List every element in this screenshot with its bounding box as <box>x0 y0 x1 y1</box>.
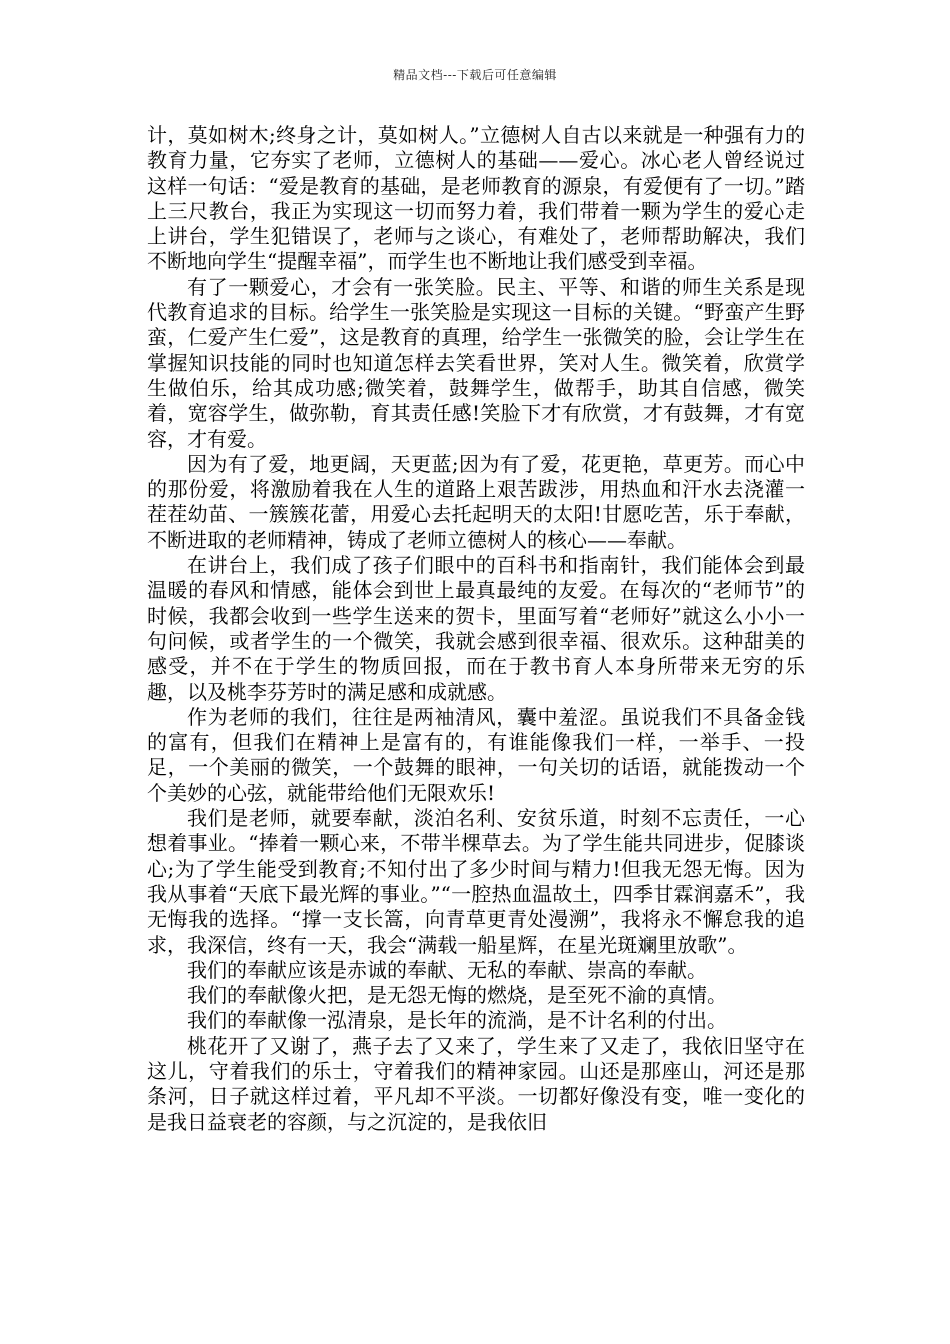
paragraph-6: 我们是老师，就要奉献，淡泊名利、安贫乐道，时刻不忘责任，一心想着事业。“捧着一颗心来，不带半棵草去。为了学生能共同进步，促膝谈心;为了学生能受到教育;不知付出了多少时间与精力!但我无怨无悔。因为我从事着“天底下最光辉的事业。”“一腔热血温故土，四季甘霖润嘉禾”，我无悔我的选择。“撑一支长篙，向青草更青处漫溯”，我将永不懈怠我的追求，我深信，终有一天，我会“满载一船星辉，在星光斑斓里放歌”。 <box>147 806 805 957</box>
body-text <box>147 123 805 1135</box>
paragraph-9: 我们的奉献像一泓清泉，是长年的流淌，是不计名利的付出。 <box>187 1008 727 1033</box>
paragraph-1: 计，莫如树木;终身之计，莫如树人。”立德树人自古以来就是一种强有力的教育力量，它夯实了老师，立德树人的基础——爱心。冰心老人曾经说过这样一句话：“爱是教育的基础，是老师教育的源泉，有爱便有了一切。”踏上三尺教台，我正为实现这一切而努力着，我们带着一颗为学生的爱心走上讲台，学生犯错误了，老师与之谈心，有难处了，老师帮助解决，我们不断地向学生“提醒幸福”，而学生也不断地让我们感受到幸福。 <box>147 123 805 274</box>
paragraph-10: 桃花开了又谢了，燕子去了又来了，学生来了又走了，我依旧坚守在这儿，守着我们的乐士，守着我们的精神家园。山还是那座山，河还是那条河，日子就这样过着，平凡却不平淡。一切都好像没有变，唯一变化的是我日益衰老的容颜，与之沉淀的，是我依旧 <box>147 1033 805 1134</box>
page-header: 精品文档---下载后可任意编辑 <box>393 68 557 82</box>
paragraph-3: 因为有了爱，地更阔，天更蓝;因为有了爱，花更艳，草更芳。而心中的那份爱，将激励着我在人生的道路上艰苦跋涉，用热血和汗水去浇灌一茬茬幼苗、一簇簇花蕾，用爱心去托起明天的太阳!甘愿吃苦，乐于奉献，不断进取的老师精神，铸成了老师立德树人的核心——奉献。 <box>147 451 805 552</box>
paragraph-5: 作为老师的我们，往往是两袖清风，囊中羞涩。虽说我们不具备金钱的富有，但我们在精神上是富有的，有谁能像我们一样，一举手、一投足，一个美丽的微笑，一个鼓舞的眼神，一句关切的话语，就能拨动一个个美妙的心弦，就能带给他们无限欢乐! <box>147 704 805 805</box>
paragraph-2: 有了一颗爱心，才会有一张笑脸。民主、平等、和谐的师生关系是现代教育追求的目标。给学生一张笑脸是实现这一目标的关键。“野蛮产生野蛮，仁爱产生仁爱”，这是教育的真理，给学生一张微笑的脸，会让学生在掌握知识技能的同时也知道怎样去笑看世界，笑对人生。微笑着，欣赏学生做伯乐，给其成功感;微笑着，鼓舞学生，做帮手，助其自信感，微笑着，宽容学生，做弥勒，育其责任感!笑脸下才有欣赏，才有鼓舞，才有宽容，才有爱。 <box>147 274 805 451</box>
paragraph-7: 我们的奉献应该是赤诚的奉献、无私的奉献、崇高的奉献。 <box>187 957 707 982</box>
paragraph-8: 我们的奉献像火把，是无怨无悔的燃烧，是至死不渝的真情。 <box>187 983 727 1008</box>
paragraph-4: 在讲台上，我们成了孩子们眼中的百科书和指南针，我们能体会到最温暖的春风和情感，能体会到世上最真最纯的友爱。在每次的“老师节”的时候，我都会收到一些学生送来的贺卡，里面写着“老师好”就这么小小一句问候，或者学生的一个微笑，我就会感到很幸福、很欢乐。这种甜美的感受，并不在于学生的物质回报，而在于教书育人本身所带来无穷的乐趣，以及桃李芬芳时的满足感和成就感。 <box>147 553 805 704</box>
